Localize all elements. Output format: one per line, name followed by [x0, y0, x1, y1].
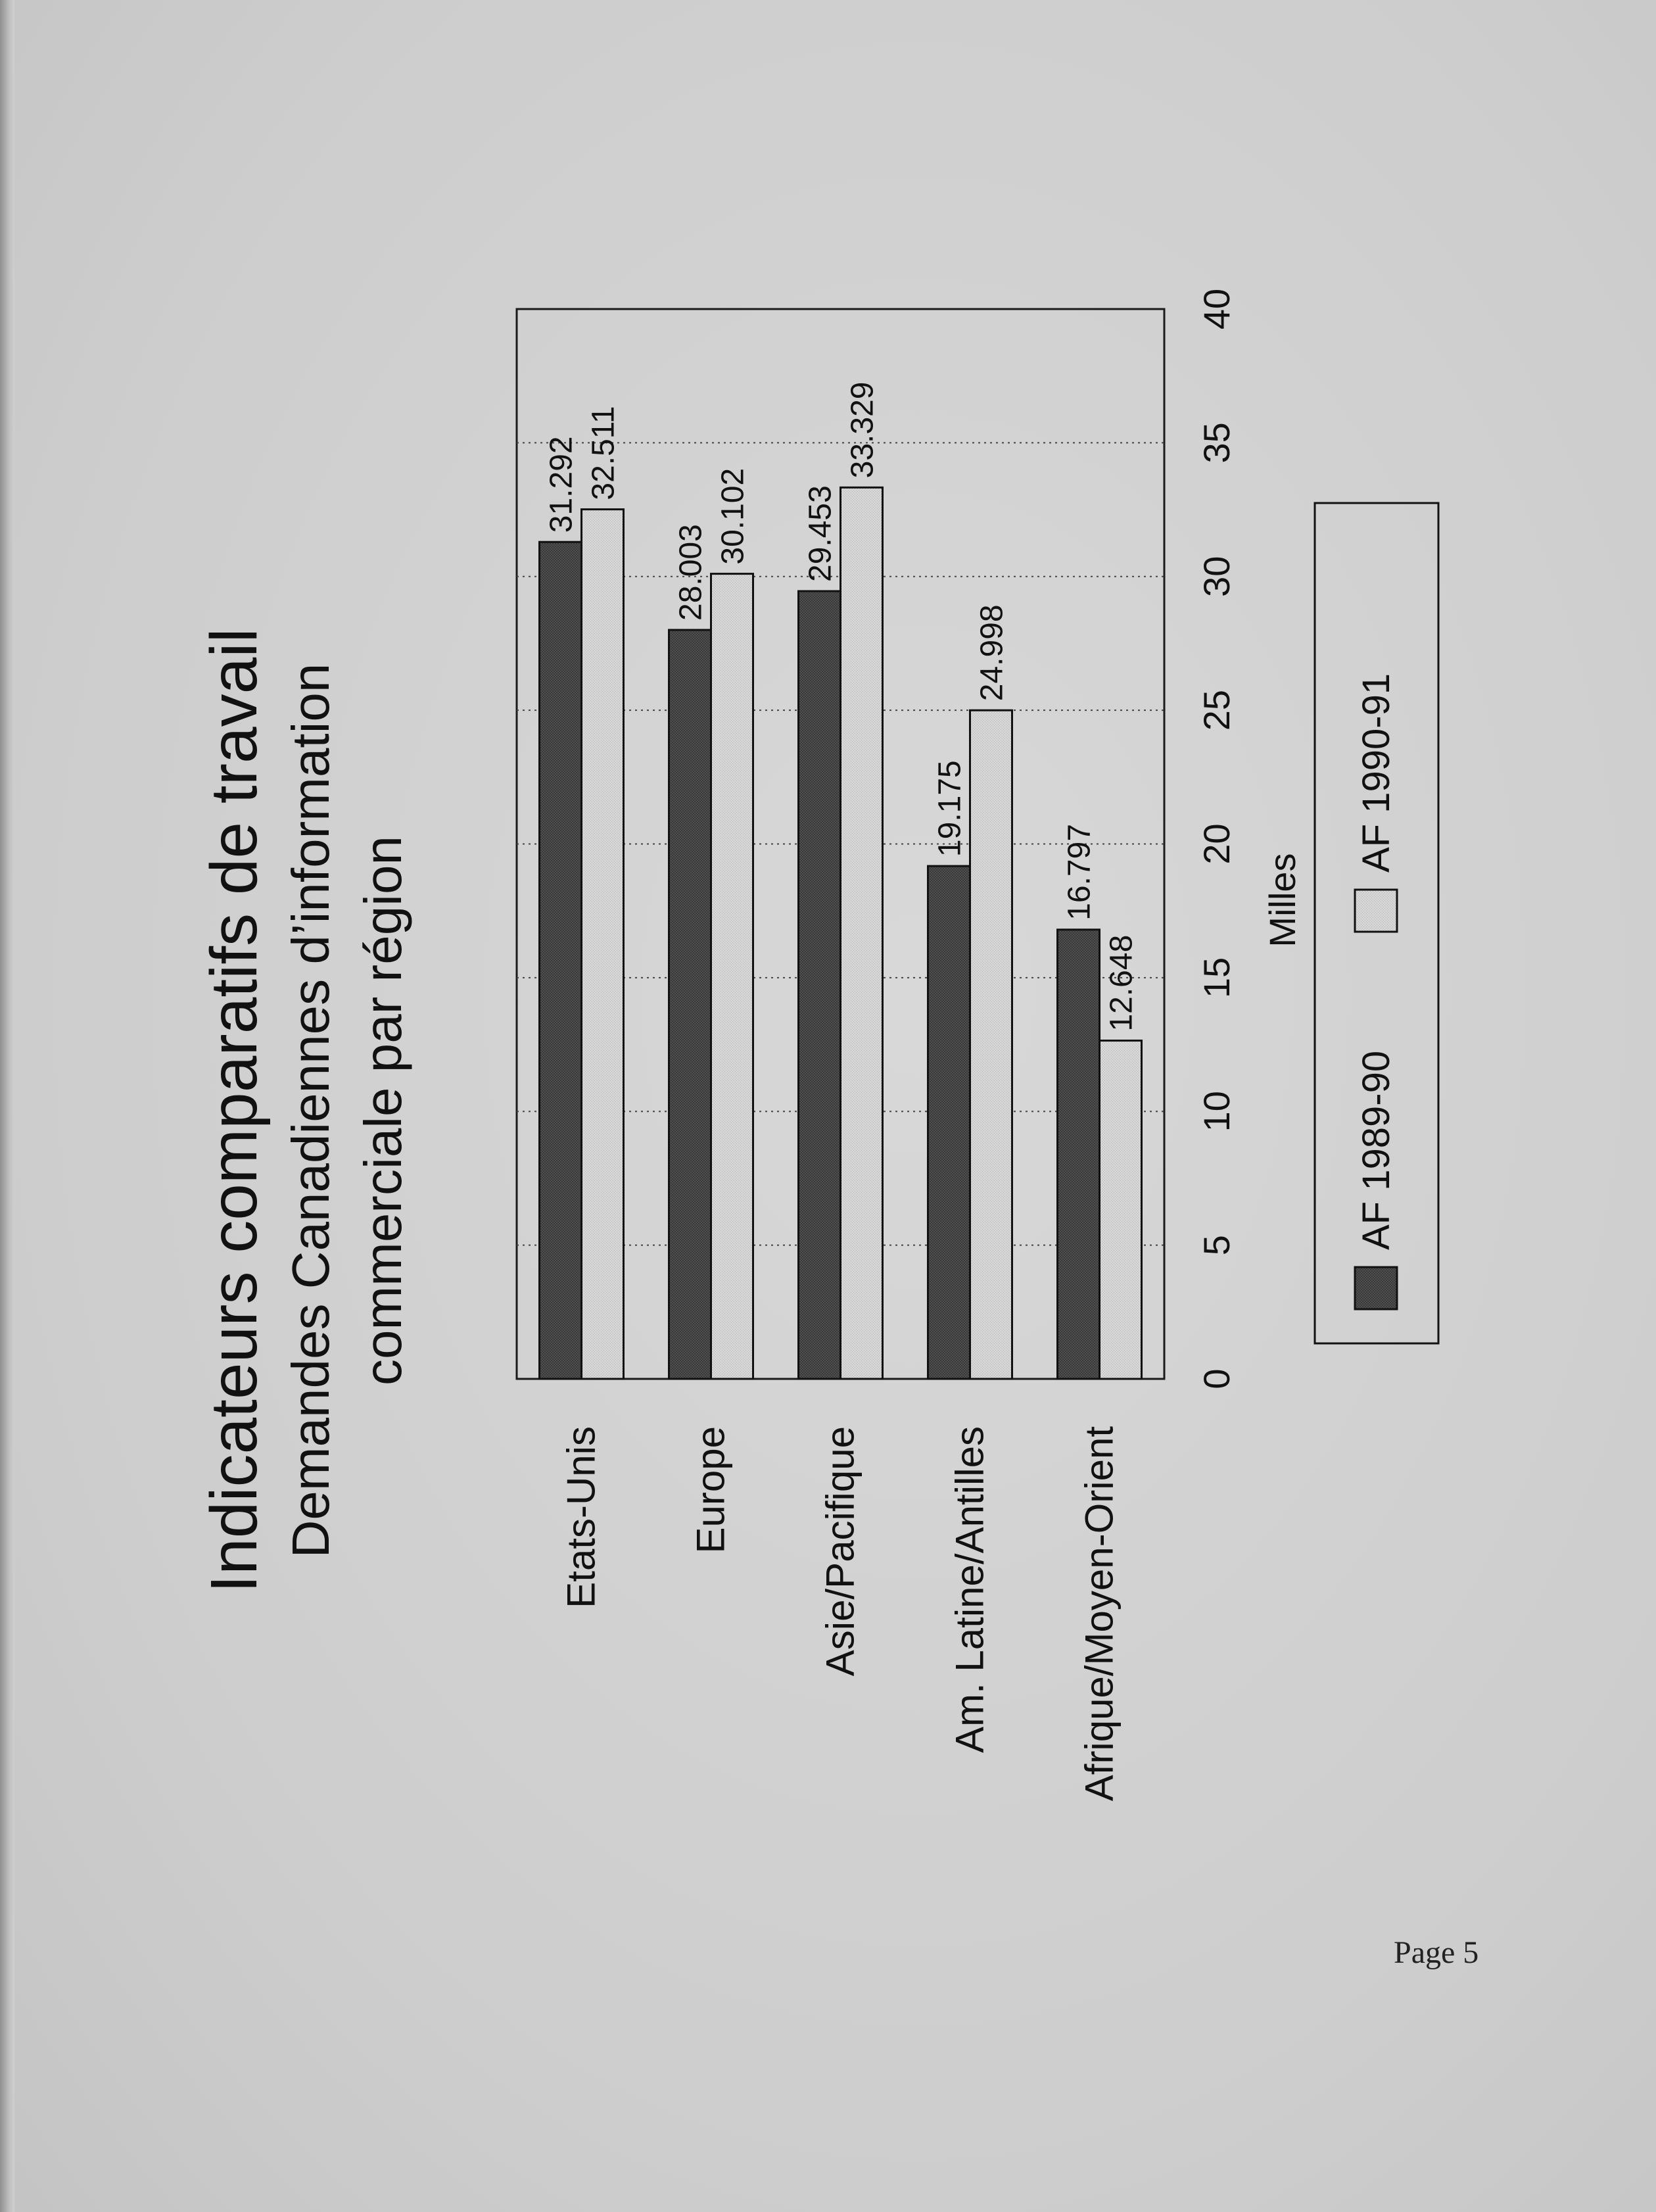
bar-value-label: 12.648 [1104, 934, 1139, 1032]
category-label: Afrique/Moyen-Orient [1077, 1426, 1122, 1802]
bar [711, 574, 753, 1379]
legend-label: AF 1990-91 [1355, 673, 1398, 873]
x-tick-label: 10 [1196, 1091, 1237, 1132]
bar [1100, 1041, 1142, 1379]
category-labels [559, 1426, 1122, 1802]
x-tick-label: 15 [1196, 957, 1237, 999]
bar [928, 866, 970, 1379]
chart-subtitle-line-2: commerciale par région [354, 836, 412, 1385]
bar [669, 630, 711, 1379]
bar-value-label: 24.998 [974, 604, 1010, 702]
legend-swatch [1355, 1267, 1397, 1309]
x-tick-label: 0 [1196, 1368, 1237, 1389]
bar-value-label: 29.453 [803, 485, 838, 582]
x-tick-label: 20 [1196, 823, 1237, 865]
bar [841, 487, 883, 1379]
bar-value-label: 33.329 [845, 381, 880, 479]
bar [799, 591, 841, 1379]
chart-subtitle-line-1: Demandes Canadiennes d’information [281, 663, 340, 1558]
page-number: Page 5 [1394, 1935, 1479, 1970]
x-tick-label: 30 [1196, 556, 1237, 597]
x-tick-label: 35 [1196, 422, 1237, 464]
legend [1315, 503, 1438, 1343]
x-tick-label: 40 [1196, 288, 1237, 330]
category-label: Etats-Unis [559, 1426, 603, 1608]
bar [582, 510, 624, 1379]
bar-value-label: 31.292 [544, 436, 579, 533]
bar-value-label: 16.797 [1062, 823, 1097, 921]
bar-value-label: 28.003 [673, 524, 709, 621]
x-axis-label: Milles [1262, 853, 1303, 948]
bar-value-label: 32.511 [586, 406, 621, 500]
category-label: Europe [688, 1426, 733, 1554]
bar [970, 710, 1012, 1379]
category-label: Asie/Pacifique [818, 1426, 863, 1677]
x-tick-label: 5 [1196, 1235, 1237, 1256]
bar [1058, 930, 1100, 1379]
x-tick-label: 25 [1196, 689, 1237, 731]
x-tick-labels [1196, 289, 1237, 1389]
bar-value-label: 30.102 [715, 468, 751, 565]
bar-value-label: 19.175 [932, 760, 968, 857]
bar [540, 542, 582, 1379]
legend-label: AF 1989-90 [1355, 1050, 1398, 1250]
chart-title: Indicateurs comparatifs de travail [197, 628, 271, 1593]
legend-swatch [1355, 890, 1397, 932]
category-label: Am. Latine/Antilles [947, 1426, 992, 1753]
